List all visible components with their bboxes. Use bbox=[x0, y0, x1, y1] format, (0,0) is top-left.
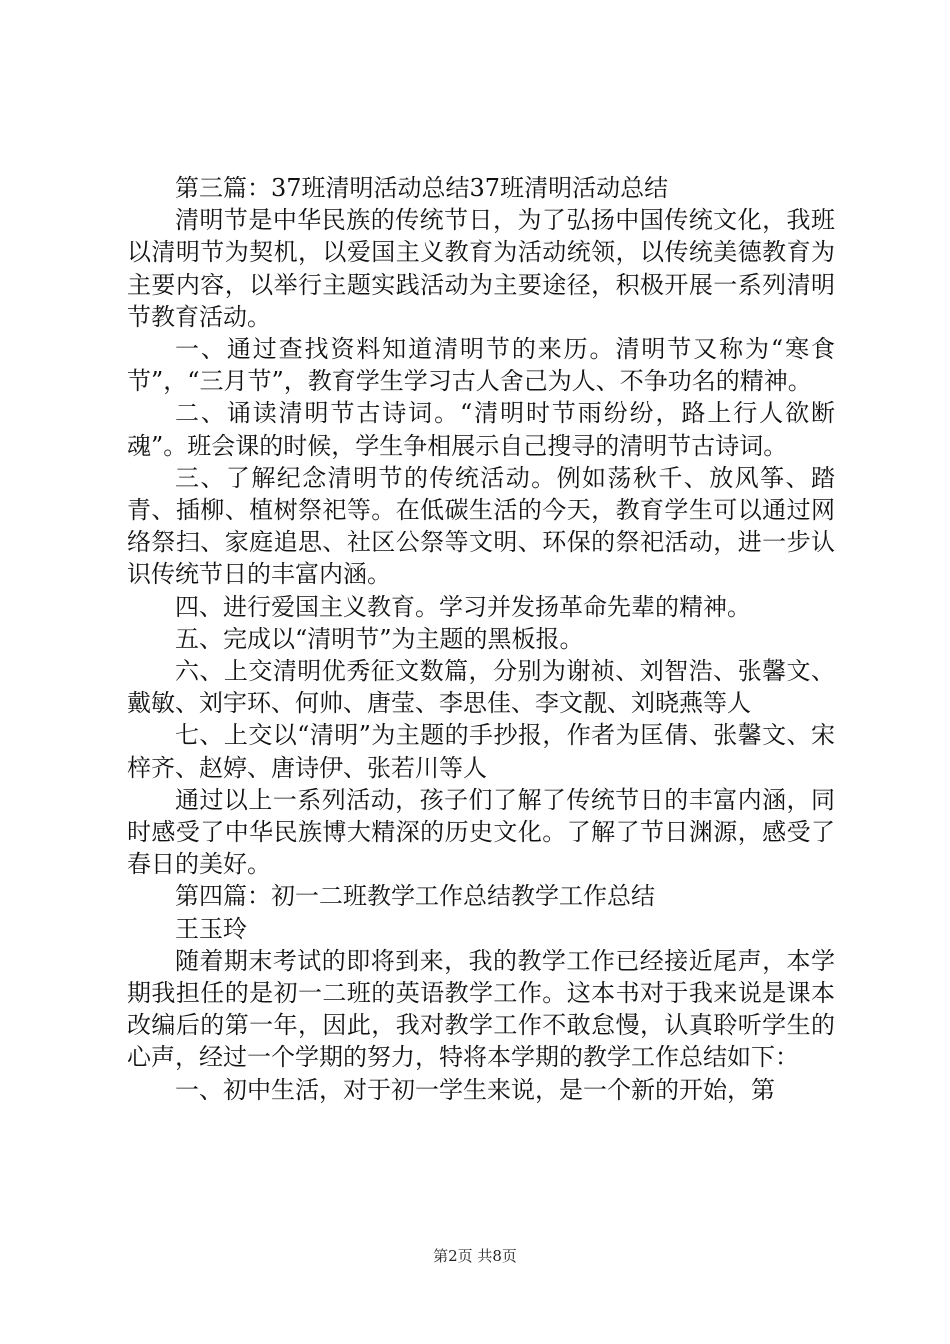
paragraph: 通过以上一系列活动，孩子们了解了传统节日的丰富内涵，同时感受了中华民族博大精深的历史文化。了解了节日渊源，感受了春日的美好。 bbox=[127, 785, 835, 879]
section-heading-4: 第四篇：初一二班教学工作总结教学工作总结 bbox=[175, 882, 655, 911]
document-body bbox=[127, 172, 835, 1106]
paragraph: 四、进行爱国主义教育。学习并发扬革命先辈的精神。 bbox=[175, 592, 751, 621]
section-heading-3: 第三篇：37班清明活动总结37班清明活动总结 bbox=[175, 174, 669, 202]
author-name: 王玉玲 bbox=[175, 914, 247, 943]
paragraph: 七、上交以“清明”为主题的手抄报，作者为匡倩、张馨文、宋梓齐、赵婷、唐诗伊、张若川等人 bbox=[127, 721, 835, 782]
paragraph: 一、通过查找资料知道清明节的来历。清明节又称为“寒食节”，“三月节”，教育学生学习古人舍己为人、不争功名的精神。 bbox=[127, 335, 835, 396]
paragraph: 清明节是中华民族的传统节日，为了弘扬中国传统文化，我班以清明节为契机，以爱国主义教育为活动统领，以传统美德教育为主要内容，以举行主题实践活动为主要途径，积极开展一系列清明节教育活动。 bbox=[127, 206, 835, 331]
paragraph: 五、完成以“清明节”为主题的黑板报。 bbox=[175, 624, 584, 653]
paragraph: 三、了解纪念清明节的传统活动。例如荡秋千、放风筝、踏青、插柳、植树祭祀等。在低碳生活的今天，教育学生可以通过网络祭扫、家庭追思、社区公祭等文明、环保的祭祀活动，进一步认识传统节日的丰富内涵。 bbox=[127, 463, 835, 589]
paragraph: 随着期末考试的即将到来，我的教学工作已经接近尾声，本学期我担任的是初一二班的英语教学工作。这本书对于我来说是课本改编后的第一年，因此，我对教学工作不敢怠慢，认真聆听学生的心声，经过一个学期的努力，特将本学期的教学工作总结如下： bbox=[127, 946, 835, 1072]
page-footer: 第2页 共8页 bbox=[433, 1247, 517, 1265]
paragraph: 二、诵读清明节古诗词。“清明时节雨纷纷，路上行人欲断魂”。班会课的时候，学生争相展示自己搜寻的清明节古诗词。 bbox=[127, 399, 835, 460]
paragraph: 一、初中生活，对于初一学生来说，是一个新的开始，第 bbox=[175, 1075, 775, 1104]
paragraph: 六、上交清明优秀征文数篇，分别为谢祯、刘智浩、张馨文、戴敏、刘宇环、何帅、唐莹、李思佳、李文靓、刘晓燕等人 bbox=[127, 657, 835, 718]
